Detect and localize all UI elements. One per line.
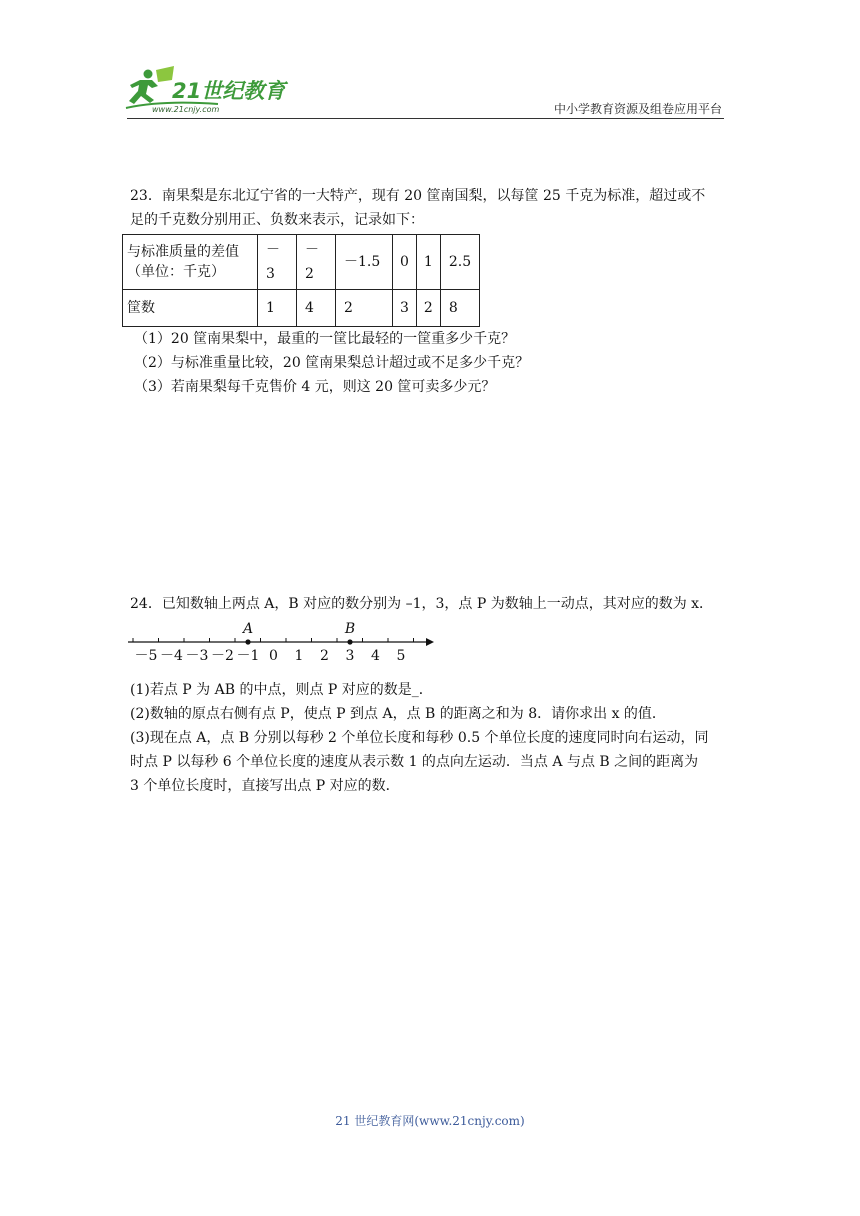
table-cell: 1 xyxy=(258,290,297,327)
table-cell: 2.5 xyxy=(440,235,479,290)
table-header-cell xyxy=(123,235,258,290)
table-cell: －3 xyxy=(258,235,297,290)
q23-record-table xyxy=(122,234,480,327)
question-24 xyxy=(130,592,730,798)
table-cell: 4 xyxy=(297,290,336,327)
tick-label: －2 xyxy=(211,648,234,664)
point-b-dot xyxy=(347,639,352,644)
table-cell: －1.5 xyxy=(336,235,393,290)
q23-sub1: （1）20 筐南果梨中，最重的一筐比最轻的一筐重多少千克？ xyxy=(134,331,516,347)
logo-url: www.21cnjy.com xyxy=(152,105,220,114)
header-divider xyxy=(127,118,724,119)
tick-label: －3 xyxy=(185,648,209,664)
q24-sub2: (2)数轴的原点右侧有点 P，使点 P 到点 A，点 B 的距离之和为 8．请你求出 x 的值． xyxy=(130,706,666,722)
point-a-label: A xyxy=(242,621,254,637)
number-line xyxy=(126,620,446,672)
point-a-dot xyxy=(245,639,250,644)
tick-label: －5 xyxy=(134,648,158,664)
q23-sub2: （2）与标准重量比较，20 筐南果梨总计超过或不足多少千克？ xyxy=(134,355,530,371)
question-23 xyxy=(127,184,730,399)
tick-label: 1 xyxy=(294,648,304,664)
table-cell: 3 xyxy=(393,290,417,327)
diff-header-unit: （单位：千克） xyxy=(127,264,225,280)
table-cell: 0 xyxy=(393,235,417,290)
q23-stem-line1: 23．南果梨是东北辽宁省的一大特产，现有 20 筐南国梨，以每筐 25 千克为标准，超过或不 xyxy=(130,188,706,204)
table-cell: 2 xyxy=(416,290,440,327)
tick-label: 4 xyxy=(371,648,380,664)
page-header xyxy=(0,0,860,130)
table-cell: 1 xyxy=(416,235,440,290)
axis-arrow-icon xyxy=(426,638,434,646)
q23-sub3: （3）若南果梨每千克售价 4 元，则这 20 筐可卖多少元？ xyxy=(134,379,496,395)
q24-sub3-line2: 时点 P 以每秒 6 个单位长度的速度从表示数 1 的点向左运动．当点 A 与点 B 之间的距离为 xyxy=(130,754,699,770)
tick-label: 5 xyxy=(396,648,406,664)
diff-header-label: 与标准质量的差值 xyxy=(127,244,239,260)
table-header-cell: 筐数 xyxy=(123,290,258,327)
runner-logo-icon xyxy=(122,66,292,116)
table-cell: －2 xyxy=(297,235,336,290)
table-row xyxy=(123,290,480,327)
logo-text: 21世纪教育 xyxy=(172,79,286,103)
tick-label: 3 xyxy=(345,648,355,664)
table-cell: 8 xyxy=(440,290,479,327)
tick-label: －4 xyxy=(160,648,183,664)
q24-sub1: (1)若点 P 为 AB 的中点，则点 P 对应的数是_． xyxy=(130,682,433,698)
table-row xyxy=(123,235,480,290)
q23-stem-line2: 足的千克数分别用正、负数来表示，记录如下： xyxy=(130,212,424,228)
number-line-svg xyxy=(126,620,446,672)
tick-label: －1 xyxy=(236,648,260,664)
table-cell: 2 xyxy=(336,290,393,327)
q24-stem: 24．已知数轴上两点 A，B 对应的数分别为 –1，3，点 P 为数轴上一动点，其对应的数为 x． xyxy=(130,596,714,612)
point-b-label: B xyxy=(344,621,356,637)
page-footer: 21 世纪教育网(www.21cnjy.com) xyxy=(335,1114,525,1128)
platform-name: 中小学教育资源及组卷应用平台 xyxy=(553,102,722,116)
q24-sub3-line1: (3)现在点 A，点 B 分别以每秒 2 个单位长度和每秒 0.5 个单位长度的速度同时向右运动，同 xyxy=(130,730,709,746)
q24-sub3-line3: 3 个单位长度时，直接写出点 P 对应的数． xyxy=(130,778,400,794)
tick-label: 2 xyxy=(320,648,329,664)
logo xyxy=(122,66,292,116)
tick-label: 0 xyxy=(269,648,278,664)
